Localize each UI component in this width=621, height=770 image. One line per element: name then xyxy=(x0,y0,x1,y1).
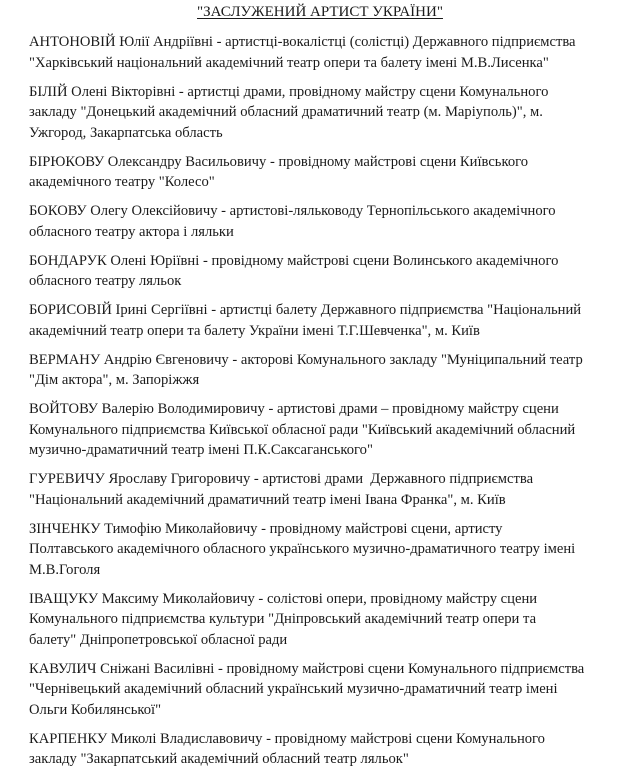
award-entry-line: закладу "Закарпатський академічний обласний театр ляльок" xyxy=(29,751,409,767)
award-entry-line: Ужгород, Закарпатська область xyxy=(29,124,223,141)
award-entry-line: М.В.Гоголя xyxy=(29,561,101,578)
award-entry-11 xyxy=(29,589,601,651)
award-entry-7 xyxy=(29,350,601,391)
award-entry-line: закладу "Донецький академічний обласний драматичний театр (м. Маріуполь)", м. xyxy=(29,104,543,120)
award-entry-2 xyxy=(29,82,601,144)
award-entry-1 xyxy=(29,32,601,73)
award-entry-5 xyxy=(29,251,601,292)
award-entry-line: Полтавського академічного обласного українського музично-драматичного театру імені xyxy=(29,541,576,557)
award-entry-line: КАРПЕНКУ Миколі Владиславовичу - провідному майстрові сцени Комунального xyxy=(29,730,545,747)
award-entry-10 xyxy=(29,519,601,581)
award-entry-line: академічний театр опери та балету України імені Т.Г.Шевченка", м. Київ xyxy=(29,322,480,339)
award-entry-line: академічного театру "Колесо" xyxy=(29,174,215,190)
award-entry-12 xyxy=(29,659,601,721)
award-entry-3 xyxy=(29,152,601,193)
award-entry-line: обласного театру ляльок xyxy=(29,273,182,289)
award-entry-line: "Чернівецький академічний обласний український музично-драматичний театр імені xyxy=(29,681,558,697)
award-entry-line: ІВАЩУКУ Максиму Миколайовичу - солістові опери, провідному майстру сцени xyxy=(29,590,538,607)
award-entry-line: ГУРЕВИЧУ Ярославу Григоровичу - артистові драми Державного підприємства xyxy=(29,471,534,487)
award-entry-13 xyxy=(29,729,601,770)
award-entry-line: "Національний академічний драматичний театр імені Івана Франка", м. Київ xyxy=(29,491,506,508)
award-entry-line: БОРИСОВІЙ Ірині Сергіївні - артистці балету Державного підприємства "Національний xyxy=(29,302,582,318)
award-entry-line: ВОЙТОВУ Валерію Володимировичу - артистові драми – провідному майстру сцени xyxy=(29,401,559,417)
award-entry-line: обласного театру актора і ляльки xyxy=(29,223,234,240)
award-entry-line: балету" Дніпропетровської обласної ради xyxy=(29,631,288,648)
award-entry-line: Комунального підприємства культури "Дніпровський академічний театр опери та xyxy=(29,611,537,627)
award-entry-4 xyxy=(29,201,601,242)
award-entry-line: Комунального підприємства Київської обласної ради "Київський академічний обласний xyxy=(29,421,576,438)
award-entry-line: АНТОНОВІЙ Юлії Андріївні - артистці-вокалістці (солістці) Державного підприємства xyxy=(29,34,576,50)
award-entry-line: БІЛІЙ Олені Вікторівні - артистці драми, провідному майстру сцени Комунального xyxy=(29,83,549,100)
document-page xyxy=(0,2,621,767)
award-entry-line: ВЕРМАНУ Андрію Євгеновичу - акторові Комунального закладу "Муніципальний театр xyxy=(29,351,583,368)
award-entry-line: БОКОВУ Олегу Олексійовичу - артистові-ляльководу Тернопільського академічного xyxy=(29,203,556,219)
document-title xyxy=(29,2,601,22)
award-entry-line: КАВУЛИЧ Сніжані Василівні - провідному майстрові сцени Комунального підприємства xyxy=(29,660,585,677)
award-entry-line: БІРЮКОВУ Олександру Васильовичу - провідному майстрові сцени Київського xyxy=(29,153,529,170)
award-entry-9 xyxy=(29,469,601,510)
award-entry-line: БОНДАРУК Олені Юріївні - провідному майстрові сцени Волинського академічного xyxy=(29,252,559,269)
award-entry-8 xyxy=(29,399,601,461)
award-entry-line: музично-драматичний театр імені П.К.Саксаганського" xyxy=(29,442,373,458)
award-entry-6 xyxy=(29,300,601,341)
document-title-text: "ЗАСЛУЖЕНИЙ АРТИСТ УКРАЇНИ" xyxy=(197,4,443,20)
award-entry-line: Ольги Кобилянської" xyxy=(29,701,162,718)
award-entry-line: "Харківський національний академічний театр опери та балету імені М.В.Лисенка" xyxy=(29,54,549,71)
award-entry-line: "Дім актора", м. Запоріжжя xyxy=(29,372,200,388)
award-entry-line: ЗІНЧЕНКУ Тимофію Миколайовичу - провідному майстрові сцени, артисту xyxy=(29,520,503,537)
